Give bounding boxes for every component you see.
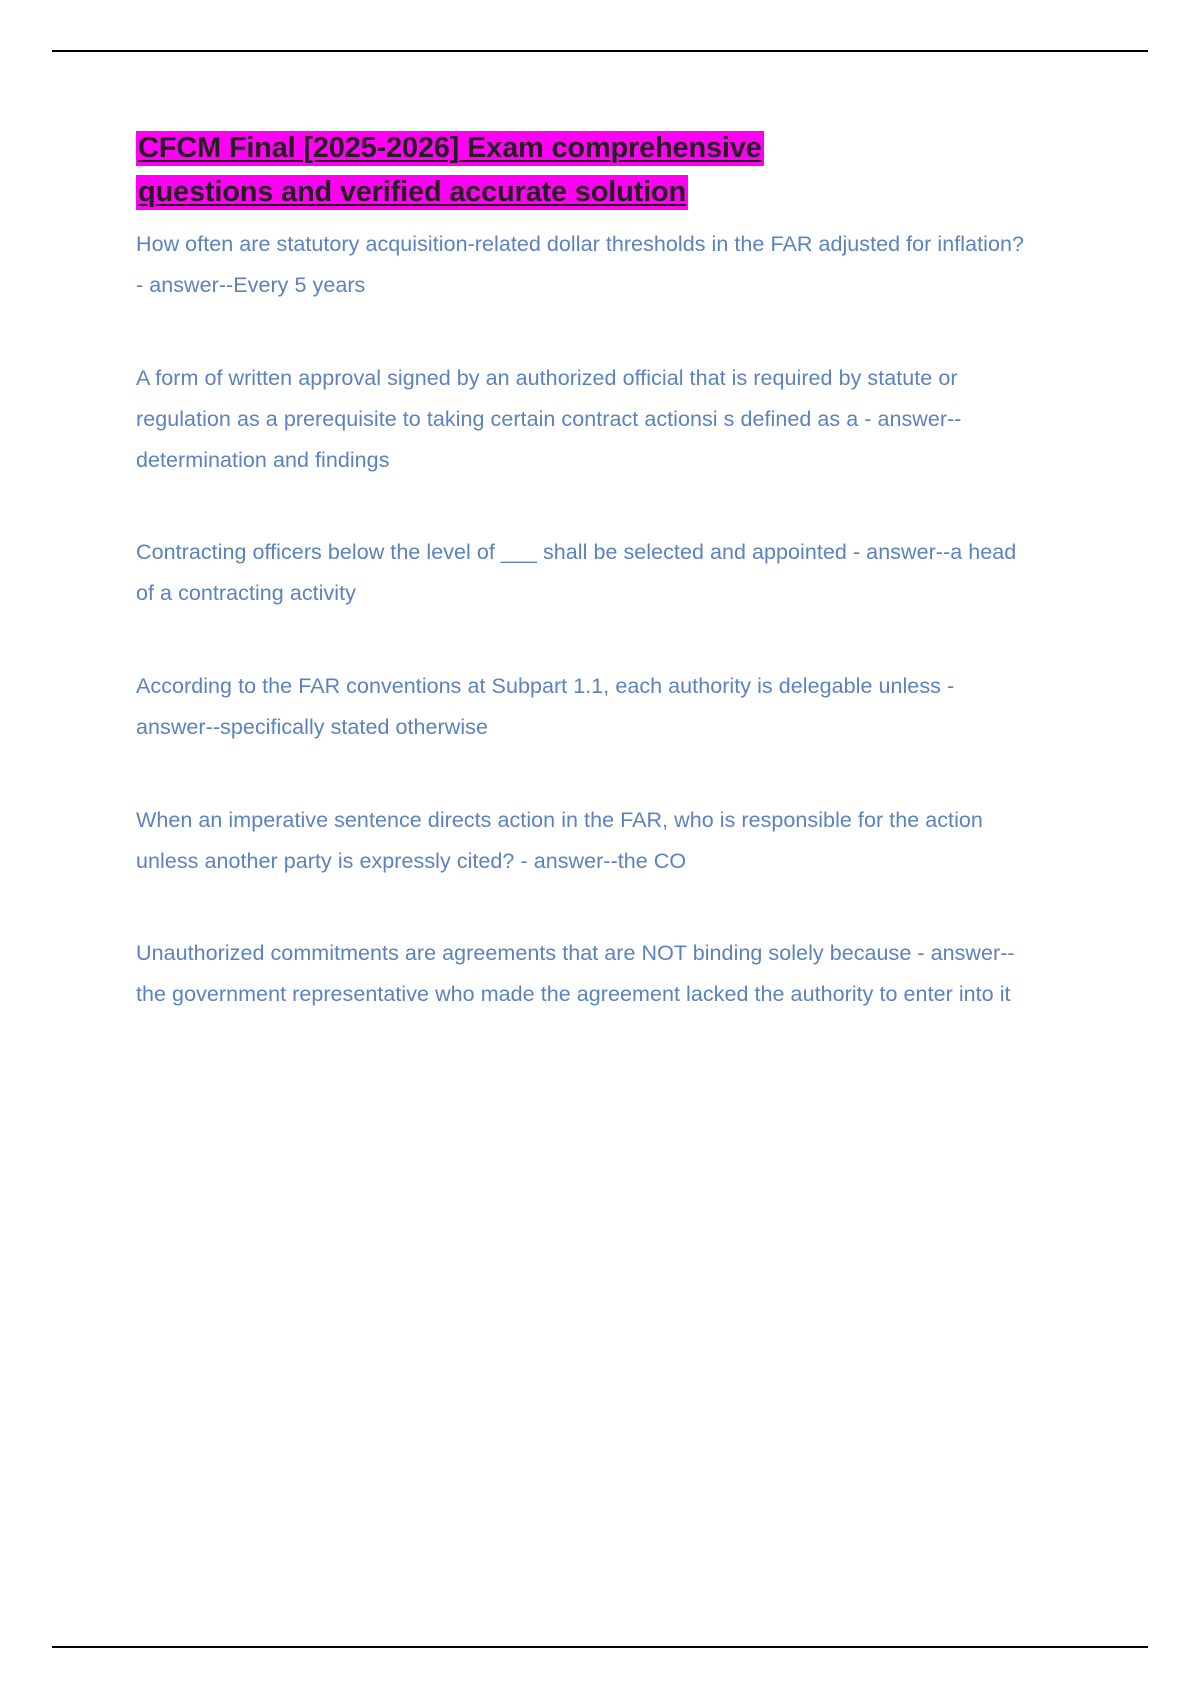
document-content <box>136 126 1026 1015</box>
question-answer-list <box>136 224 1026 1015</box>
qa-entry: According to the FAR conventions at Subpart 1.1, each authority is delegable unless - answer--specifically stated otherwise <box>136 674 955 739</box>
page-title-line-2: questions and verified accurate solution <box>138 176 686 209</box>
page-title <box>136 126 1026 214</box>
qa-entry: Unauthorized commitments are agreements that are NOT binding solely because - answer--the government representative who made the agreement lacked the authority to enter into it <box>136 941 1015 1007</box>
qa-entry: A form of written approval signed by an authorized official that is required by statute or regulation as a prerequisite to taking certain contract actionsi s defined as a - answer--determination and findings <box>136 365 962 472</box>
header-divider <box>52 50 1148 52</box>
qa-entry: When an imperative sentence directs action in the FAR, who is responsible for the action unless another party is expressly cited? - answer--the CO <box>136 807 983 873</box>
qa-entry: Contracting officers below the level of ___ shall be selected and appointed - answer--a head of a contracting activity <box>136 540 1017 606</box>
page-title-line-1: CFCM Final [2025-2026] Exam comprehensive <box>138 132 762 164</box>
qa-entry: How often are statutory acquisition-related dollar thresholds in the FAR adjusted for inflation? - answer--Every 5 years <box>136 232 1024 297</box>
footer-divider <box>52 1646 1148 1648</box>
